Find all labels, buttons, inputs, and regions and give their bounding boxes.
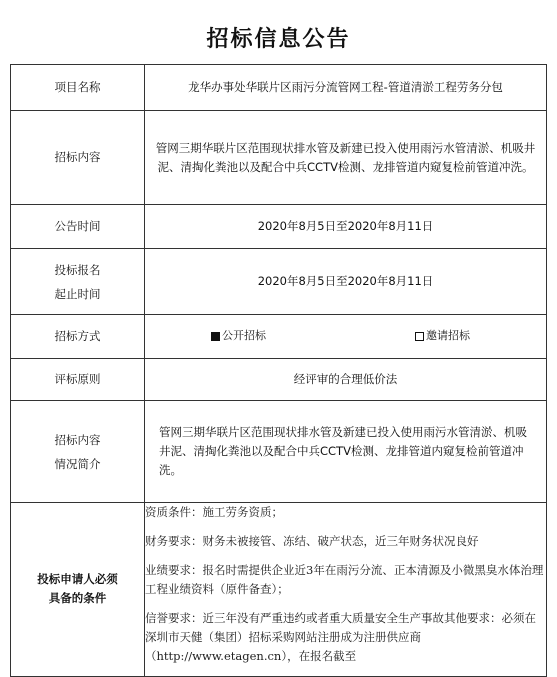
- content-intro-value: 管网三期华联片区范围现状排水管及新建已投入使用雨污水管清淤、机吸井泥、清掏化粪池以及配合中兵CCTV检测、龙排管道内窥复检前管道冲洗。: [145, 401, 547, 503]
- row-bid-period: [11, 249, 547, 315]
- invite-bid-option[interactable]: [415, 327, 470, 345]
- content-intro-label-line2: 情况简介: [54, 456, 101, 471]
- row-eval-principle: [11, 359, 547, 401]
- content-intro-label: [11, 401, 145, 503]
- bid-content-value: 管网三期华联片区范围现状排水管及新建已投入使用雨污水管清淤、机吸井泥、清掏化粪池以及配合中兵CCTV检测、龙排管道内窥复检前管道冲洗。: [145, 111, 547, 205]
- requirements-label-line1: 投标申请人必须: [37, 572, 118, 587]
- project-name-value: 龙华办事处华联片区雨污分流管网工程-管道清淤工程劳务分包: [145, 65, 547, 111]
- project-name-label: 项目名称: [11, 65, 145, 111]
- bid-period-label-line2: 起止时间: [54, 286, 101, 301]
- row-bid-method: [11, 315, 547, 359]
- content-intro-label-line1: 招标内容: [54, 432, 101, 447]
- bid-method-label: 招标方式: [11, 315, 145, 359]
- requirements-label-line2: 具备的条件: [48, 591, 107, 606]
- row-requirements: [11, 503, 547, 677]
- row-content-intro: [11, 401, 547, 503]
- open-bid-option[interactable]: [211, 327, 266, 345]
- bid-content-label: 招标内容: [11, 111, 145, 205]
- invite-bid-label: 邀请招标: [426, 329, 470, 343]
- requirement-qualification: 资质条件：施工劳务资质；: [145, 505, 283, 519]
- eval-principle-value: 经评审的合理低价法: [145, 359, 547, 401]
- bid-period-label: [11, 249, 145, 315]
- bid-method-cell: [145, 315, 547, 359]
- row-bid-content: [11, 111, 547, 205]
- open-bid-label: 公开招标: [222, 329, 266, 343]
- requirement-credit: 信誉要求：近三年没有严重违约或者重大质量安全生产事故其他要求：必须在深圳市天健（集团）招标采购网站注册成为注册供应商（http://www.etagen.cn），在报名截至: [145, 610, 536, 663]
- announce-time-label: 公告时间: [11, 205, 145, 249]
- unchecked-box-icon: [415, 332, 424, 341]
- requirement-finance: 财务要求：财务未被接管、冻结、破产状态，近三年财务状况良好: [145, 533, 479, 548]
- bid-method-options: [145, 327, 546, 345]
- requirement-performance: 业绩要求：报名时需提供企业近3年在雨污分流、正本清源及小微黑臭水体治理工程业绩资料（原件备查）；: [145, 562, 544, 596]
- row-announce-time: [11, 205, 547, 249]
- requirements-label: [11, 503, 145, 677]
- bid-period-label-line1: 投标报名: [54, 262, 101, 277]
- row-project-name: [11, 65, 547, 111]
- eval-principle-label: 评标原则: [11, 359, 145, 401]
- bid-period-value: 2020年8月5日至2020年8月11日: [145, 249, 547, 315]
- checked-box-icon: [211, 332, 220, 341]
- notice-table: [10, 64, 547, 677]
- announce-time-value: 2020年8月5日至2020年8月11日: [145, 205, 547, 249]
- page-title: 招标信息公告: [206, 26, 351, 52]
- requirements-body: [145, 503, 547, 677]
